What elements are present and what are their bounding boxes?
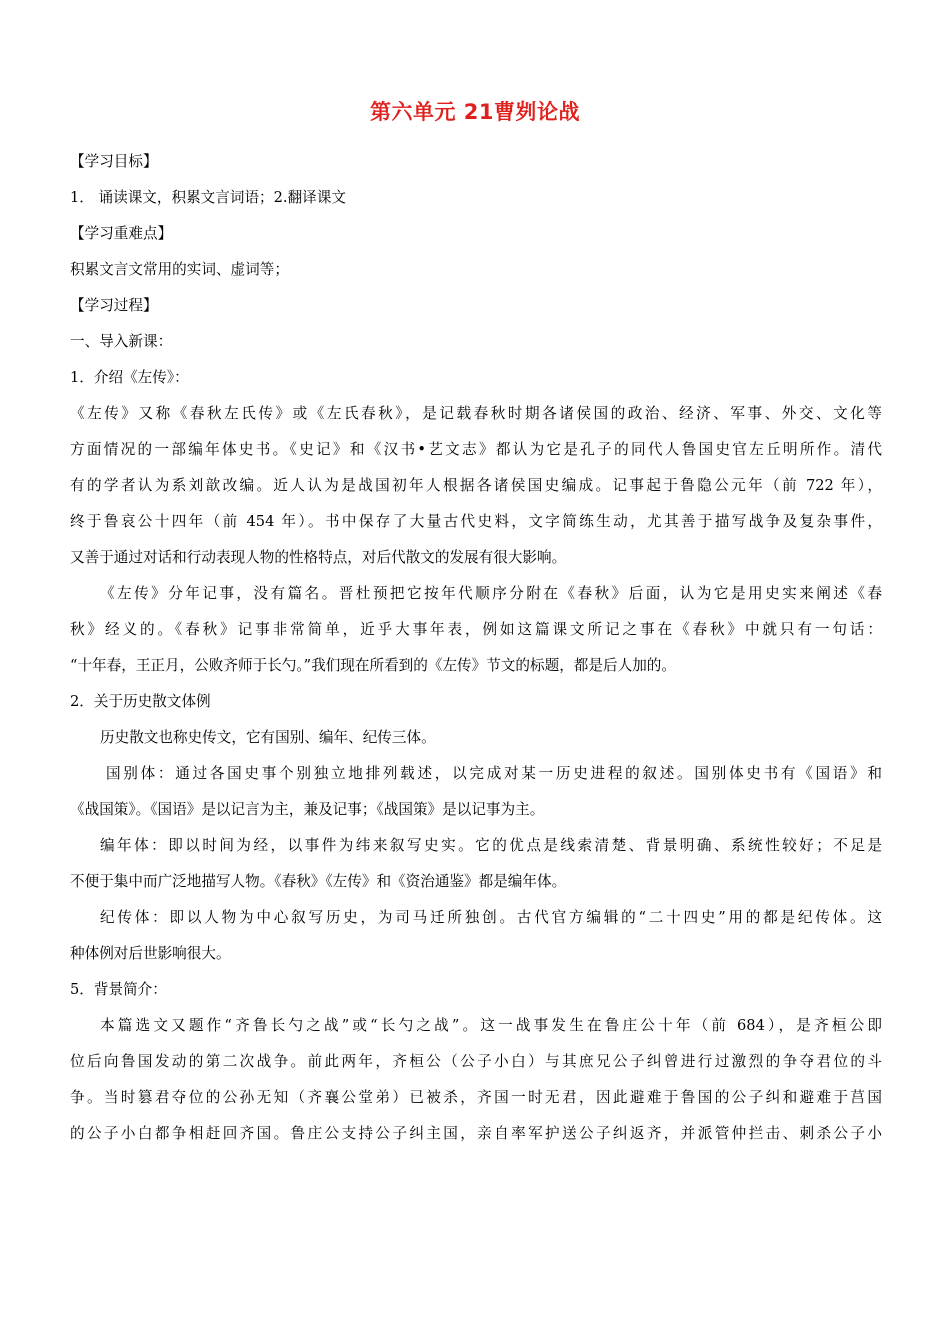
paragraph-line: 本篇选文又题作“齐鲁长勺之战”或“长勺之战”。这一战事发生在鲁庄公十年（前 684），是齐桓公即 <box>100 1017 882 1034</box>
paragraph-line: 有的学者认为系刘歆改编。近人认为是战国初年人根据各诸侯国史编成。记事起于鲁隐公元年（前 722 年）， <box>70 477 882 494</box>
paragraph-line: 历史散文也称史传文，它有国别、编年、纪传三体。 <box>100 729 436 746</box>
paragraph-line: 《战国策》。《国语》是以记言为主，兼及记事；《战国策》是以记事为主。 <box>70 801 545 818</box>
paragraph-line: 种体例对后世影响很大。 <box>70 945 231 962</box>
section-heading: 【学习过程】 <box>70 297 158 314</box>
paragraph-line: “十年春，王正月，公败齐师于长勺。”我们现在所看到的《左传》节文的标题，都是后人加的。 <box>70 657 676 674</box>
paragraph-line: 不便于集中而广泛地描写人物。《春秋》《左传》和《资治通鉴》都是编年体。 <box>70 873 567 890</box>
paragraph-line: 国别体：通过各国史事个别独立地排列载述，以完成对某一历史进程的叙述。国别体史书有《国语》和 <box>106 765 882 782</box>
paragraph-line: 《左传》又称《春秋左氏传》或《左氏春秋》，是记载春秋时期各诸侯国的政治、经济、军事、外交、文化等 <box>70 405 882 422</box>
subsection-heading: 一、导入新课： <box>70 333 173 350</box>
paragraph-line: 又善于通过对话和行动表现人物的性格特点，对后代散文的发展有很大影响。 <box>70 549 567 566</box>
paragraph-line: 终于鲁哀公十四年（前 454 年）。书中保存了大量古代史料，文字简练生动，尤其善于描写战争及复杂事件， <box>70 513 882 530</box>
page-title: 第六单元 21曹刿论战 <box>369 100 581 124</box>
paragraph-line: 的公子小白都争相赶回齐国。鲁庄公支持公子纠主国，亲自率军护送公子纠返齐，并派管仲拦击、刺杀公子小 <box>70 1125 882 1142</box>
section-heading: 【学习重难点】 <box>70 225 173 242</box>
document-body <box>70 144 882 1152</box>
paragraph-line: 编年体：即以时间为经，以事件为纬来叙写史实。它的优点是线索清楚、背景明确、系统性较好；不足是 <box>100 837 882 854</box>
paragraph-line: 《左传》分年记事，没有篇名。晋杜预把它按年代顺序分附在《春秋》后面，认为它是用史实来阐述《春 <box>100 585 882 602</box>
section-heading: 【学习目标】 <box>70 153 158 170</box>
subsection-heading: 5．背景简介： <box>70 981 167 998</box>
paragraph-line: 秋》经义的。《春秋》记事非常简单，近乎大事年表，例如这篇课文所记之事在《春秋》中就只有一句话： <box>70 621 882 638</box>
subsection-heading: 2．关于历史散文体例 <box>70 693 211 710</box>
paragraph-line: 积累文言文常用的实词、虚词等； <box>70 261 289 278</box>
paragraph-line: 1． 诵读课文，积累文言词语；2.翻译课文 <box>70 189 346 206</box>
paragraph-line: 纪传体：即以人物为中心叙写历史，为司马迁所独创。古代官方编辑的“二十四史”用的都是纪传体。这 <box>100 909 882 926</box>
subsection-heading: 1．介绍《左传》： <box>70 369 189 386</box>
paragraph-line: 争。当时篡君夺位的公孙无知（齐襄公堂弟）已被杀，齐国一时无君，因此避难于鲁国的公子纠和避难于莒国 <box>70 1089 882 1106</box>
paragraph-line: 位后向鲁国发动的第二次战争。前此两年，齐桓公（公子小白）与其庶兄公子纠曾进行过激烈的争夺君位的斗 <box>70 1053 882 1070</box>
paragraph-line: 方面情况的一部编年体史书。《史记》和《汉书•艺文志》都认为它是孔子的同代人鲁国史官左丘明所作。清代 <box>70 441 882 458</box>
